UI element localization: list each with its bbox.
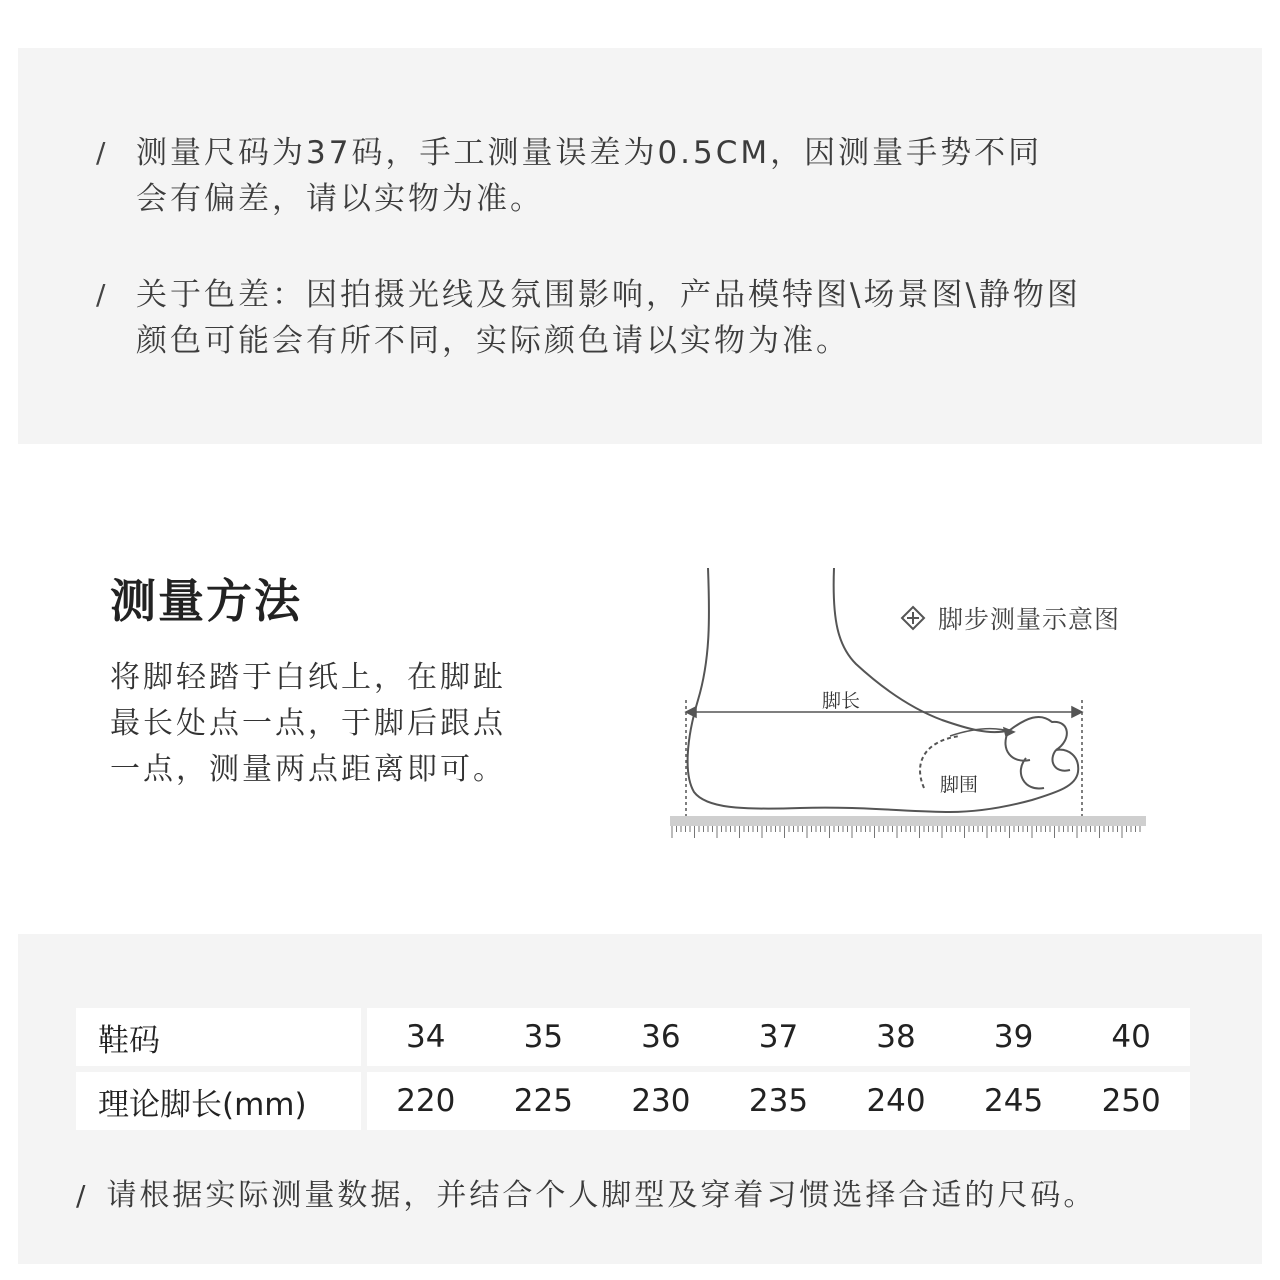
length-cell: 245 bbox=[984, 1083, 1044, 1119]
row-values bbox=[367, 1008, 1190, 1066]
size-table bbox=[70, 1002, 1196, 1136]
length-cell: 250 bbox=[1101, 1083, 1161, 1119]
method-title: 测量方法 bbox=[110, 574, 302, 628]
size-cell: 36 bbox=[641, 1019, 681, 1055]
note-line: 颜色可能会有所不同，实际颜色请以实物为准。 bbox=[136, 323, 850, 359]
length-cell: 235 bbox=[748, 1083, 809, 1119]
diagram-caption bbox=[900, 600, 1120, 636]
table-row bbox=[76, 1072, 1190, 1130]
method-description bbox=[110, 655, 506, 793]
note-slash: / bbox=[96, 278, 109, 311]
foot-length-label: 脚长 bbox=[822, 690, 861, 712]
footer-text: 请根据实际测量数据，并结合个人脚型及穿着习惯选择合适的尺码。 bbox=[106, 1178, 1097, 1213]
length-cell: 230 bbox=[631, 1083, 691, 1119]
table-row bbox=[76, 1008, 1190, 1066]
note-measurement-error bbox=[96, 130, 1042, 222]
row-header-foot-length: 理论脚长(mm) bbox=[76, 1072, 361, 1130]
notes-panel bbox=[18, 48, 1262, 444]
size-cell: 37 bbox=[758, 1019, 799, 1055]
note-line: 关于色差：因拍摄光线及氛围影响，产品模特图\场景图\静物图 bbox=[136, 277, 1081, 313]
size-cell: 39 bbox=[993, 1019, 1034, 1055]
size-cell: 35 bbox=[523, 1019, 564, 1055]
row-header-shoe-size: 鞋码 bbox=[76, 1008, 361, 1066]
note-line: 测量尺码为37码，手工测量误差为0.5CM，因测量手势不同 bbox=[136, 135, 1043, 171]
length-cell: 220 bbox=[396, 1083, 456, 1119]
method-line: 将脚轻踏于白纸上，在脚趾 bbox=[110, 660, 506, 695]
ruler-ticks bbox=[672, 826, 1140, 838]
note-line: 会有偏差，请以实物为准。 bbox=[136, 181, 544, 217]
length-cell: 225 bbox=[513, 1083, 573, 1119]
note-slash: / bbox=[96, 136, 109, 169]
method-line: 最长处点一点，于脚后跟点 bbox=[110, 706, 506, 741]
size-cell: 34 bbox=[406, 1019, 446, 1055]
diamond-cross-icon bbox=[900, 605, 926, 631]
row-values bbox=[367, 1072, 1190, 1130]
measuring-ruler bbox=[670, 816, 1146, 826]
method-line: 一点，测量两点距离即可。 bbox=[110, 752, 506, 787]
size-cell: 38 bbox=[876, 1019, 916, 1055]
diagram-caption-text: 脚步测量示意图 bbox=[938, 605, 1121, 634]
footer-note bbox=[76, 1170, 1096, 1214]
foot-length-arrow bbox=[686, 700, 1082, 818]
foot-girth-label: 脚围 bbox=[940, 774, 979, 796]
footer-slash: / bbox=[76, 1179, 89, 1212]
note-color-difference bbox=[96, 272, 1081, 364]
size-cell: 40 bbox=[1111, 1019, 1151, 1055]
length-cell: 240 bbox=[866, 1083, 926, 1119]
